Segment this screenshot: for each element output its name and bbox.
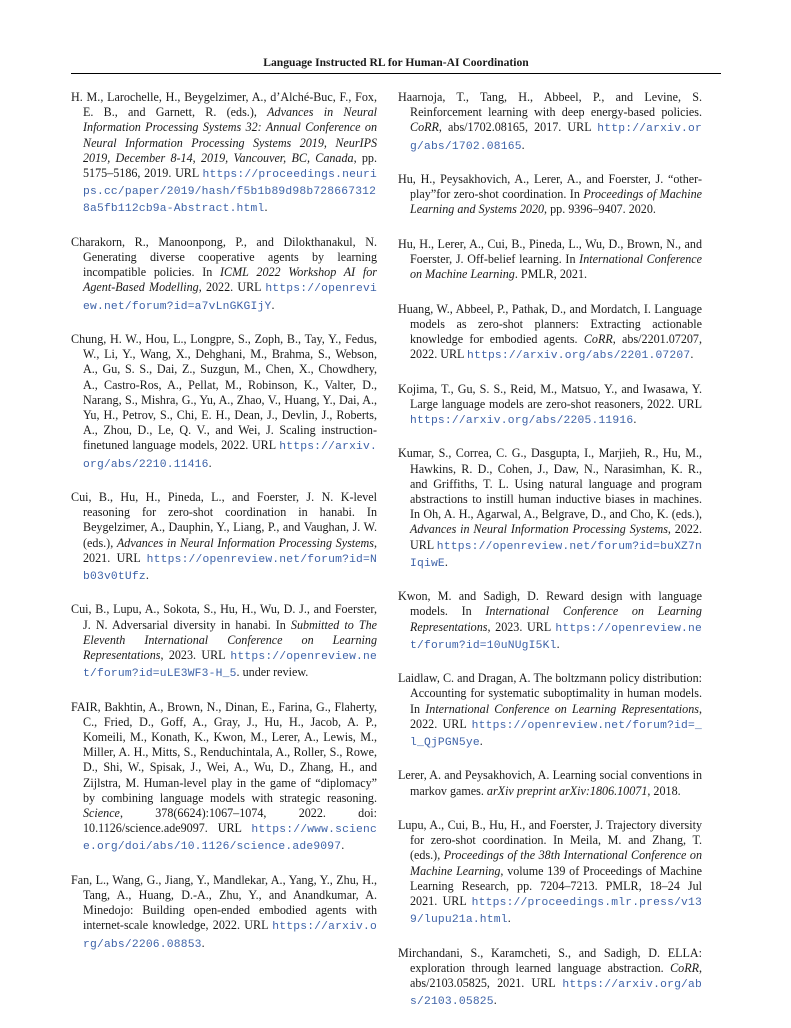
reference-url[interactable]: https://openreview.net/forum?id=a7vLnGKGIjY — [83, 283, 377, 313]
reference-url[interactable]: https://openreview.net/forum?id=buXZ7nIqiwE — [410, 540, 702, 570]
reference-entry: Kwon, M. and Sadigh, D. Reward design with language models. In International Conference on Learning Representations, 2023. URL https://openreview.net/forum?id=10uNUgI5Kl. — [398, 589, 702, 652]
reference-entry: Cui, B., Lupu, A., Sokota, S., Hu, H., Wu, D. J., and Foerster, J. N. Adversarial diversity in hanabi. In Submitted to The Eleventh International Conference on Learning Representations, 2023. URL https://openreview.net/forum?id=uLE3WF3-H_5. under review. — [71, 602, 377, 681]
reference-entry: Kumar, S., Correa, C. G., Dasgupta, I., Marjieh, R., Hu, M., Hawkins, R. D., Cohen, J., Daw, N., Narasimhan, K. R., and Griffiths, T. L. Using natural language and program abstractions to instill human inductive biases in machines. In Oh, A. H., Agarwal, A., Belgrave, D., and Cho, K. (eds.), Advances in Neural Information Processing Systems, 2022. URL https://openreview.net/forum?id=buXZ7nIqiwE. — [398, 446, 702, 570]
reference-url[interactable]: https://arxiv.org/abs/2210.11416 — [83, 441, 377, 471]
reference-url[interactable]: https://arxiv.org/abs/2206.08853 — [83, 921, 377, 951]
reference-entry: Fan, L., Wang, G., Jiang, Y., Mandlekar, A., Yang, Y., Zhu, H., Tang, A., Huang, D.-A., Zhu, Y., and Anandkumar, A. Minedojo: Building open-ended embodied agents with internet-scale knowledge, 2022. URL https://arxiv.org/abs/2206.08853. — [71, 872, 377, 951]
reference-url[interactable]: https://www.science.org/doi/abs/10.1126/science.ade9097 — [83, 824, 377, 854]
reference-entry: Charakorn, R., Manoonpong, P., and Dilokthanakul, N. Generating diverse cooperative agents by learning incompatible policies. In ICML 2022 Workshop AI for Agent-Based Modelling, 2022. URL https://openreview.net/forum?id=a7vLnGKGIjY. — [71, 234, 377, 313]
reference-url[interactable]: https://openreview.net/forum?id=Nb03v0tUfz — [83, 553, 377, 584]
references-right-column — [398, 90, 702, 1028]
reference-entry: FAIR, Bakhtin, A., Brown, N., Dinan, E., Farina, G., Flaherty, C., Fried, D., Goff, A., Gray, J., Hu, H., Jacob, A. P., Komeili, M., Konath, K., Kwon, M., Lerer, A., Lewis, M., Miller, A. H., Mitts, S., Renduchintala, A., Roller, S., Rowe, D., Shi, W., Spisak, J., Wei, A., Wu, D., Zhang, H., and Zijlstra, M. Human-level play in the game of “diplomacy” by combining language models with strategic reasoning. Science, 378(6624):1067–1074, 2022. doi: 10.1126/science.ade9097. URL https://www.science.org/doi/abs/10.1126/science.ade9097. — [71, 699, 377, 854]
reference-entry: Kojima, T., Gu, S. S., Reid, M., Matsuo, Y., and Iwasawa, Y. Large language models are zero-shot reasoners, 2022. URL https://arxiv.org/abs/2205.11916. — [398, 381, 702, 427]
reference-entry: Laidlaw, C. and Dragan, A. The boltzmann policy distribution: Accounting for systematic suboptimality in human models. In International Conference on Learning Representations, 2022. URL https://openreview.net/forum?id=_l_QjPGN5ye. — [398, 671, 702, 750]
reference-entry: H. M., Larochelle, H., Beygelzimer, A., d’Alché-Buc, F., Fox, E. B., and Garnett, R. (eds.), Advances in Neural Information Processing Systems 32: Annual Conference on Neural Information Processing Systems 2019, NeurIPS 2019, December 8-14, 2019, Vancouver, BC, Canada, pp. 5175–5186, 2019. URL https://proceedings.neurips.cc/paper/2019/hash/f5b1b89d98b7286673128a5fb112cb9a-Abstract.html. — [71, 90, 377, 216]
reference-url[interactable]: https://proceedings.neurips.cc/paper/2019/hash/f5b1b89d98b7286673128a5fb112cb9a-Abstract.html — [83, 169, 377, 216]
reference-entry: Lupu, A., Cui, B., Hu, H., and Foerster, J. Trajectory diversity for zero-shot coordination. In Meila, M. and Zhang, T. (eds.), Proceedings of the 38th International Conference on Machine Learning, volume 139 of Proceedings of Machine Learning Research, pp. 7204–7213. PMLR, 18–24 Jul 2021. URL https://proceedings.mlr.press/v139/lupu21a.html. — [398, 818, 702, 927]
reference-url[interactable]: https://proceedings.mlr.press/v139/lupu21a.html — [410, 897, 702, 927]
reference-entry: Lerer, A. and Peysakhovich, A. Learning social conventions in markov games. arXiv preprint arXiv:1806.10071, 2018. — [398, 768, 702, 798]
page-header-title: Language Instructed RL for Human-AI Coordination — [263, 56, 529, 69]
reference-url[interactable]: https://arxiv.org/abs/2103.05825 — [410, 979, 702, 1009]
reference-url[interactable]: http://arxiv.org/abs/1702.08165 — [410, 123, 702, 153]
reference-url[interactable]: https://openreview.net/forum?id=uLE3WF3-H_5 — [83, 651, 377, 681]
reference-entry: Chung, H. W., Hou, L., Longpre, S., Zoph, B., Tay, Y., Fedus, W., Li, Y., Wang, X., Dehghani, M., Brahma, S., Webson, A., Gu, S. S., Dai, Z., Suzgun, M., Chen, X., Chowdhery, A., Castro-Ros, A., Pellat, M., Robinson, K., Valter, D., Narang, S., Mishra, G., Yu, A., Zhao, V., Huang, Y., Dai, A., Yu, H., Petrov, S., Chi, E. H., Dean, J., Devlin, J., Roberts, A., Zhou, D., Le, Q. V., and Wei, J. Scaling instruction-finetuned language models, 2022. URL https://arxiv.org/abs/2210.11416. — [71, 332, 377, 471]
reference-entry: Huang, W., Abbeel, P., Pathak, D., and Mordatch, I. Language models as zero-shot planners: Extracting actionable knowledge for embodied agents. CoRR, abs/2201.07207, 2022. URL https://arxiv.org/abs/2201.07207. — [398, 301, 702, 363]
reference-url[interactable]: https://arxiv.org/abs/2205.11916 — [410, 415, 634, 427]
reference-url[interactable]: https://openreview.net/forum?id=_l_QjPGN5ye — [410, 719, 702, 750]
reference-entry: Cui, B., Hu, H., Pineda, L., and Foerster, J. N. K-level reasoning for zero-shot coordination in hanabi. In Beygelzimer, A., Dauphin, Y., Liang, P., and Vaughan, J. W. (eds.), Advances in Neural Information Processing Systems, 2021. URL https://openreview.net/forum?id=Nb03v0tUfz. — [71, 490, 378, 584]
references-left-column — [71, 90, 377, 970]
reference-entry: Haarnoja, T., Tang, H., Abbeel, P., and Levine, S. Reinforcement learning with deep energy-based policies. CoRR, abs/1702.08165, 2017. URL http://arxiv.org/abs/1702.08165. — [398, 90, 702, 153]
reference-entry: Hu, H., Lerer, A., Cui, B., Pineda, L., Wu, D., Brown, N., and Foerster, J. Off-belief learning. In International Conference on Machine Learning. PMLR, 2021. — [398, 236, 702, 282]
reference-url[interactable]: https://openreview.net/forum?id=10uNUgI5Kl — [410, 622, 702, 652]
header-rule — [71, 73, 721, 74]
reference-url[interactable]: https://arxiv.org/abs/2201.07207 — [467, 350, 691, 363]
reference-entry: Hu, H., Peysakhovich, A., Lerer, A., and Foerster, J. “other-play”for zero-shot coordination. In Proceedings of Machine Learning and Systems 2020, pp. 9396–9407. 2020. — [398, 172, 702, 217]
reference-entry: Mirchandani, S., Karamcheti, S., and Sadigh, D. ELLA: exploration through learned language abstraction. CoRR, abs/2103.05825, 2021. URL https://arxiv.org/abs/2103.05825. — [398, 945, 702, 1009]
